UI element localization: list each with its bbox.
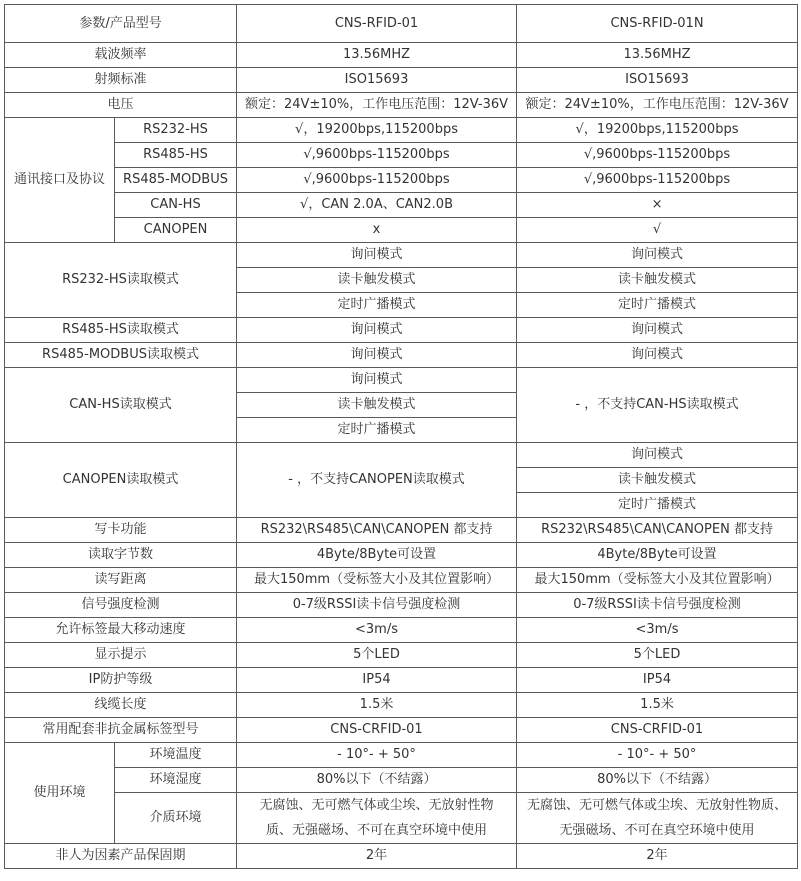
cell-b: 额定：24V±10%，工作电压范围：12V-36V: [517, 93, 798, 118]
row-voltage: [5, 93, 798, 118]
cell-b: CNS-CRFID-01: [517, 718, 798, 743]
cell-b: IP54: [517, 668, 798, 693]
row-canopen-mode: [5, 443, 798, 468]
row-label: 读取字节数: [5, 543, 237, 568]
cell-b: 1.5米: [517, 693, 798, 718]
cell-a: 询问模式: [237, 368, 517, 393]
cell-b: 读卡触发模式: [517, 468, 798, 493]
row-label: RS485-MODBUS读取模式: [5, 343, 237, 368]
row-label: RS232-HS读取模式: [5, 243, 237, 318]
cell-a: x: [237, 218, 517, 243]
row-tag-model: [5, 718, 798, 743]
cell-b: [517, 793, 798, 844]
cell-a: 5个LED: [237, 643, 517, 668]
row-interface: [5, 218, 798, 243]
row-env-humidity: [5, 768, 798, 793]
cell-a: 0-7级RSSI读卡信号强度检测: [237, 593, 517, 618]
cell-a: 1.5米: [237, 693, 517, 718]
cell-b: 询问模式: [517, 443, 798, 468]
cell-b: 定时广播模式: [517, 493, 798, 518]
cell-a: CNS-CRFID-01: [237, 718, 517, 743]
cell-b: √，19200bps,115200bps: [517, 118, 798, 143]
row-display: [5, 643, 798, 668]
row-can-mode: [5, 368, 798, 393]
row-label: 载波频率: [5, 43, 237, 68]
cell-a: 询问模式: [237, 318, 517, 343]
cell-a: IP54: [237, 668, 517, 693]
cell-a: √，CAN 2.0A、CAN2.0B: [237, 193, 517, 218]
cell-a: - ，不支持CANOPEN读取模式: [237, 443, 517, 518]
env-name: 介质环境: [115, 793, 237, 844]
header-model-a: CNS-RFID-01: [237, 5, 517, 43]
row-rf-standard: [5, 68, 798, 93]
row-interface: [5, 168, 798, 193]
cell-a: 读卡触发模式: [237, 393, 517, 418]
row-label: 线缆长度: [5, 693, 237, 718]
interface-name: RS485-HS: [115, 143, 237, 168]
cell-a: 最大150mm（受标签大小及其位置影响）: [237, 568, 517, 593]
env-name: 环境湿度: [115, 768, 237, 793]
row-label: CANOPEN读取模式: [5, 443, 237, 518]
medium-line: 质、无强磁场、不可在真空环境中使用: [266, 823, 488, 838]
cell-a: 13.56MHZ: [237, 43, 517, 68]
cell-a: 2年: [237, 844, 517, 869]
medium-line: 无腐蚀、无可燃气体或尘埃、无放射性物质、: [527, 798, 788, 813]
cell-b: √,9600bps-115200bps: [517, 143, 798, 168]
cell-b: 定时广播模式: [517, 293, 798, 318]
row-write: [5, 518, 798, 543]
row-speed: [5, 618, 798, 643]
row-label: 显示提示: [5, 643, 237, 668]
header-model-b: CNS-RFID-01N: [517, 5, 798, 43]
interface-name: CANOPEN: [115, 218, 237, 243]
cell-b: 询问模式: [517, 243, 798, 268]
row-env-medium: [5, 793, 798, 844]
header-row: [5, 5, 798, 43]
cell-a: 读卡触发模式: [237, 268, 517, 293]
cell-a: 询问模式: [237, 343, 517, 368]
interface-name: CAN-HS: [115, 193, 237, 218]
cell-b: 0-7级RSSI读卡信号强度检测: [517, 593, 798, 618]
row-rssi: [5, 593, 798, 618]
cell-a: ISO15693: [237, 68, 517, 93]
interfaces-label: 通讯接口及协议: [5, 118, 115, 243]
cell-a: √,9600bps-115200bps: [237, 168, 517, 193]
row-interface: [5, 118, 798, 143]
row-label: RS485-HS读取模式: [5, 318, 237, 343]
cell-a: 80%以下（不结露）: [237, 768, 517, 793]
interface-name: RS232-HS: [115, 118, 237, 143]
cell-b: √: [517, 218, 798, 243]
row-rs485-mode: [5, 318, 798, 343]
row-ip: [5, 668, 798, 693]
row-warranty: [5, 844, 798, 869]
header-param: 参数/产品型号: [5, 5, 237, 43]
environment-label: 使用环境: [5, 743, 115, 844]
cell-b: 4Byte/8Byte可设置: [517, 543, 798, 568]
cell-b: 2年: [517, 844, 798, 869]
cell-b: - ，不支持CAN-HS读取模式: [517, 368, 798, 443]
cell-a: 询问模式: [237, 243, 517, 268]
cell-a: 定时广播模式: [237, 293, 517, 318]
interface-name: RS485-MODBUS: [115, 168, 237, 193]
cell-b: 最大150mm（受标签大小及其位置影响）: [517, 568, 798, 593]
cell-b: 询问模式: [517, 343, 798, 368]
cell-a: 定时广播模式: [237, 418, 517, 443]
cell-b: ×: [517, 193, 798, 218]
cell-a: [237, 793, 517, 844]
cell-b: 询问模式: [517, 318, 798, 343]
row-interface: [5, 143, 798, 168]
row-cable: [5, 693, 798, 718]
cell-a: <3m/s: [237, 618, 517, 643]
row-label: 射频标准: [5, 68, 237, 93]
row-label: 常用配套非抗金属标签型号: [5, 718, 237, 743]
row-distance: [5, 568, 798, 593]
cell-a: √,9600bps-115200bps: [237, 143, 517, 168]
row-label: 信号强度检测: [5, 593, 237, 618]
cell-a: √，19200bps,115200bps: [237, 118, 517, 143]
row-bytes: [5, 543, 798, 568]
cell-b: 13.56MHZ: [517, 43, 798, 68]
cell-b: RS232\RS485\CAN\CANOPEN 都支持: [517, 518, 798, 543]
cell-a: RS232\RS485\CAN\CANOPEN 都支持: [237, 518, 517, 543]
cell-b: - 10°- + 50°: [517, 743, 798, 768]
cell-b: 5个LED: [517, 643, 798, 668]
row-modbus-mode: [5, 343, 798, 368]
cell-a: 额定：24V±10%，工作电压范围：12V-36V: [237, 93, 517, 118]
row-interface: [5, 193, 798, 218]
row-label: IP防护等级: [5, 668, 237, 693]
row-carrier: [5, 43, 798, 68]
row-label: CAN-HS读取模式: [5, 368, 237, 443]
env-name: 环境温度: [115, 743, 237, 768]
cell-b: ISO15693: [517, 68, 798, 93]
cell-b: √,9600bps-115200bps: [517, 168, 798, 193]
cell-b: 读卡触发模式: [517, 268, 798, 293]
cell-b: 80%以下（不结露）: [517, 768, 798, 793]
row-label: 写卡功能: [5, 518, 237, 543]
row-rs232-mode: [5, 243, 798, 268]
cell-a: - 10°- + 50°: [237, 743, 517, 768]
cell-b: <3m/s: [517, 618, 798, 643]
spec-table: [4, 4, 798, 869]
row-env-temp: [5, 743, 798, 768]
cell-a: 4Byte/8Byte可设置: [237, 543, 517, 568]
row-label: 电压: [5, 93, 237, 118]
medium-line: 无强磁场、不可在真空环境中使用: [559, 823, 755, 838]
medium-line: 无腐蚀、无可燃气体或尘埃、无放射性物: [259, 798, 494, 813]
row-label: 非人为因素产品保固期: [5, 844, 237, 869]
row-label: 允许标签最大移动速度: [5, 618, 237, 643]
row-label: 读写距离: [5, 568, 237, 593]
